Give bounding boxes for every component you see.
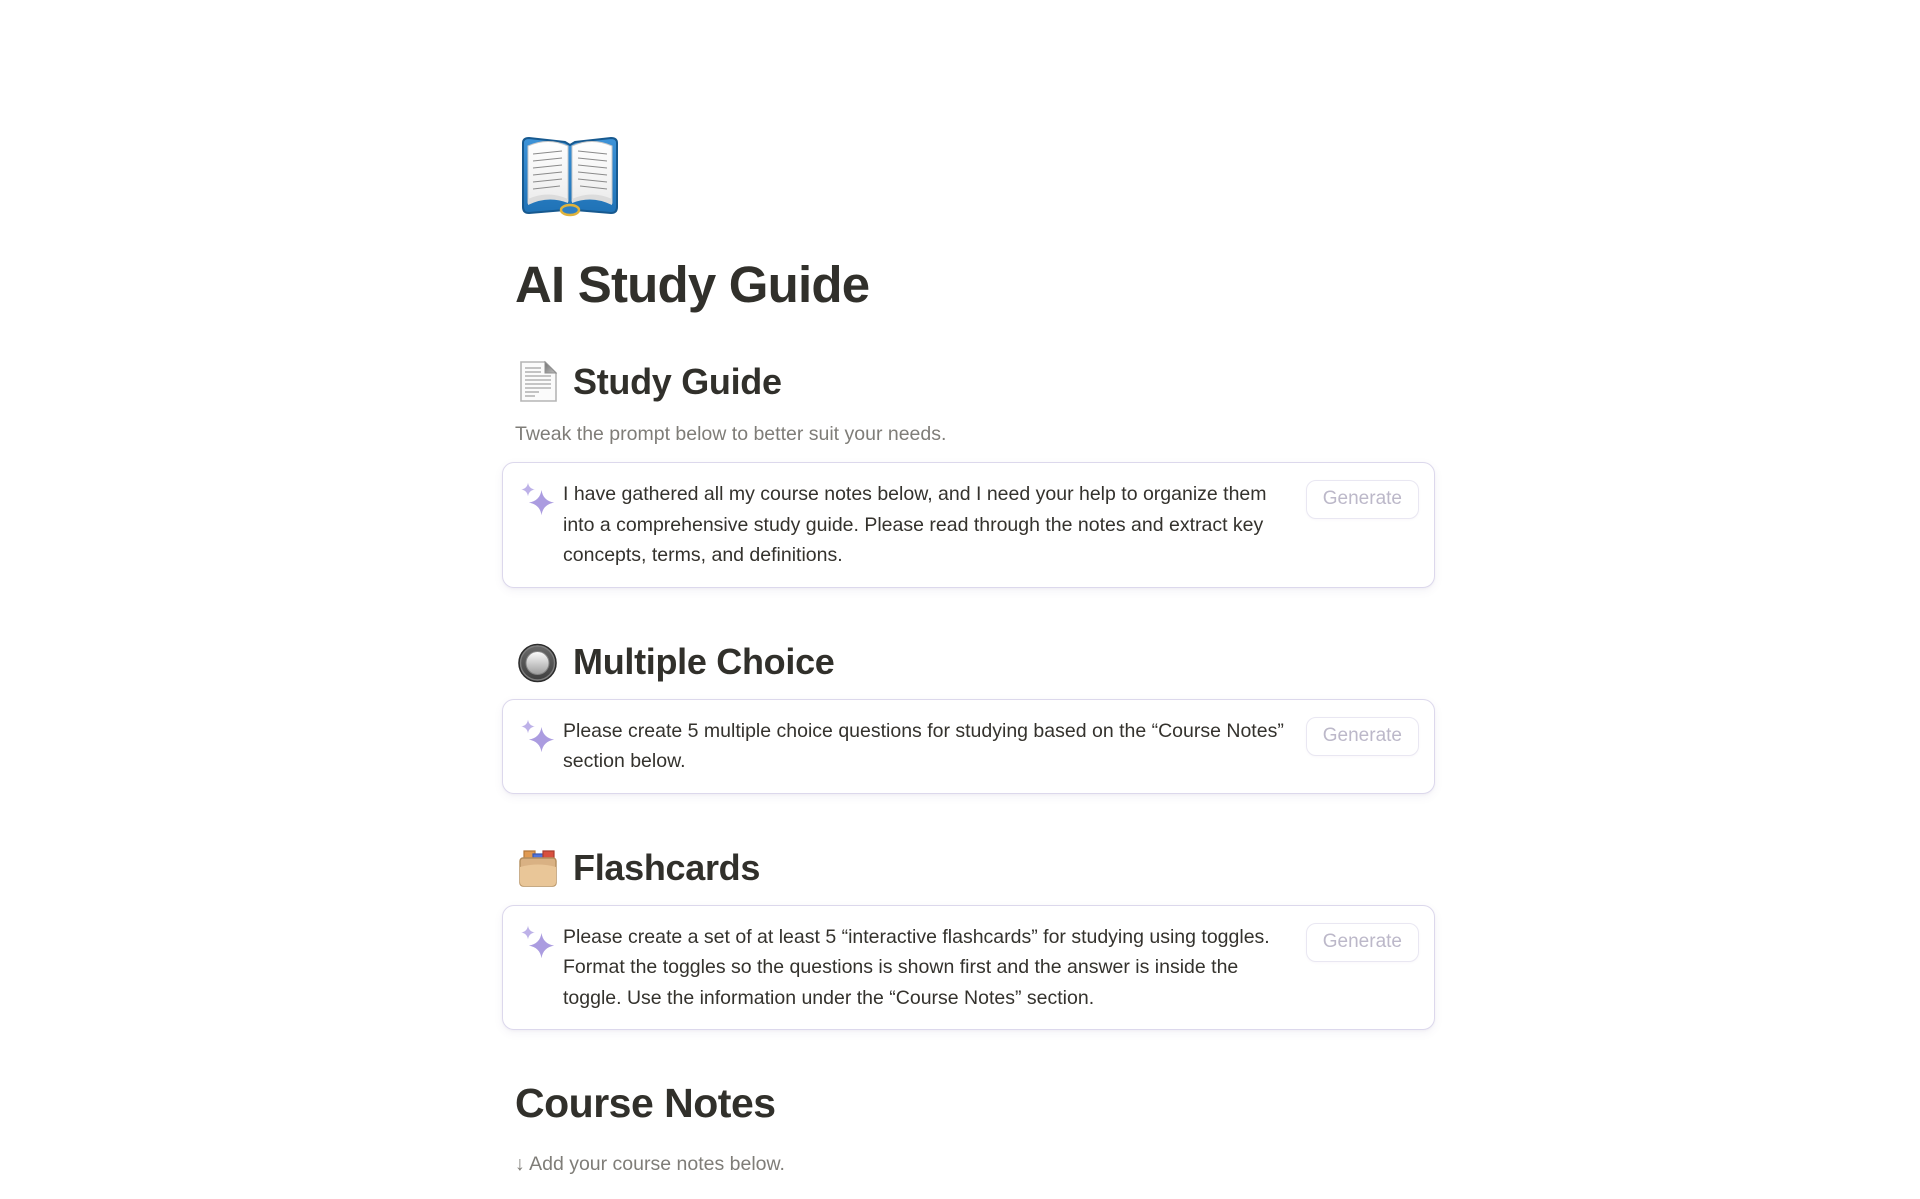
section-heading-study-guide[interactable]: Study Guide [573,360,782,402]
generate-button-flashcards[interactable]: Generate [1306,923,1419,962]
open-book-icon[interactable] [515,133,625,221]
ai-sparkle-icon [519,481,555,517]
ai-prompt-block-flashcards [502,905,1435,1031]
radio-button-icon [515,640,560,685]
ai-sparkle-icon [519,718,555,754]
section-study-guide [515,359,1450,588]
course-notes-caption[interactable]: ↓ Add your course notes below. [515,1153,785,1176]
section-heading-flashcards[interactable]: Flashcards [573,847,761,889]
section-caption-study-guide[interactable]: Tweak the prompt below to better suit your needs. [515,423,947,446]
generate-button-study-guide[interactable]: Generate [1306,480,1419,519]
section-heading-multiple-choice[interactable]: Multiple Choice [573,641,835,683]
ai-prompt-block-study-guide [502,462,1435,588]
prompt-text-flashcards[interactable]: Please create a set of at least 5 “interactive flashcards” for studying using toggles. Format the toggles so the questions is shown first and the answer is inside the toggle. Use the information under the “Course Notes” section. [563,925,1270,1009]
page-facing-up-icon [515,359,560,404]
section-flashcards [515,846,1450,1031]
section-multiple-choice [515,640,1450,794]
prompt-text-multiple-choice[interactable]: Please create 5 multiple choice questions for studying based on the “Course Notes” section below. [563,719,1284,773]
generate-button-multiple-choice[interactable]: Generate [1306,717,1419,756]
card-index-dividers-icon [515,846,560,891]
ai-prompt-block-multiple-choice [502,699,1435,794]
ai-sparkle-icon [519,924,555,960]
course-notes-heading[interactable]: Course Notes [515,1080,776,1127]
prompt-text-study-guide[interactable]: I have gathered all my course notes below, and I need your help to organize them into a comprehensive study guide. Please read through the notes and extract key concepts, terms, and definitions. [563,483,1267,567]
page-title[interactable]: AI Study Guide [515,256,870,313]
